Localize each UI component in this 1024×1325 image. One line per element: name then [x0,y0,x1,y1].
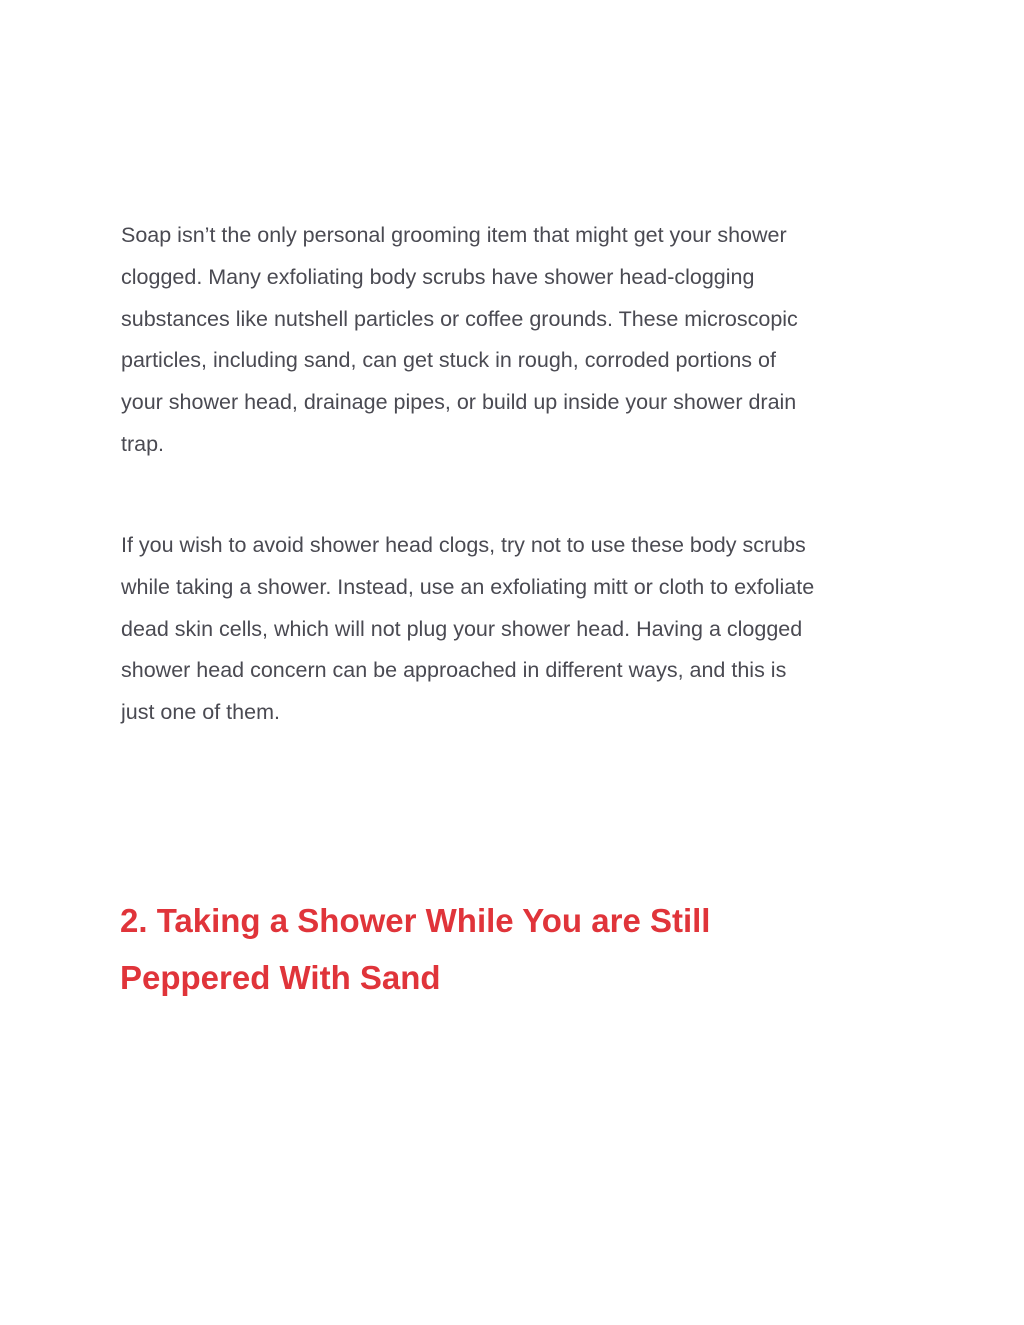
body-paragraph-1 [121,215,921,466]
paragraph-2-line-3: dead skin cells, which will not plug your shower head. Having a clogged [121,616,803,641]
body-paragraph-2 [121,525,921,734]
paragraph-2-line-2: while taking a shower. Instead, use an exfoliating mitt or cloth to exfoliate [121,574,815,599]
paragraph-1-line-5: your shower head, drainage pipes, or build up inside your shower drain [121,390,797,415]
paragraph-2-line-4: shower head concern can be approached in different ways, and this is [121,658,787,683]
paragraph-1-line-2: clogged. Many exfoliating body scrubs have shower head-clogging [121,264,755,289]
paragraph-1-line-6: trap. [121,431,165,456]
paragraph-2-line-5: just one of them. [121,700,280,725]
section-heading-line-1: 2. Taking a Shower While You are Still [120,902,711,939]
paragraph-1-line-1: Soap isn’t the only personal grooming item that might get your shower [121,223,787,247]
section-heading-line-2: Peppered With Sand [120,959,441,996]
paragraph-2-line-1: If you wish to avoid shower head clogs, try not to use these body scrubs [121,533,806,557]
section-heading [120,892,920,1006]
paragraph-1-line-3: substances like nutshell particles or coffee grounds. These microscopic [121,306,798,331]
paragraph-1-line-4: particles, including sand, can get stuck in rough, corroded portions of [121,348,776,373]
